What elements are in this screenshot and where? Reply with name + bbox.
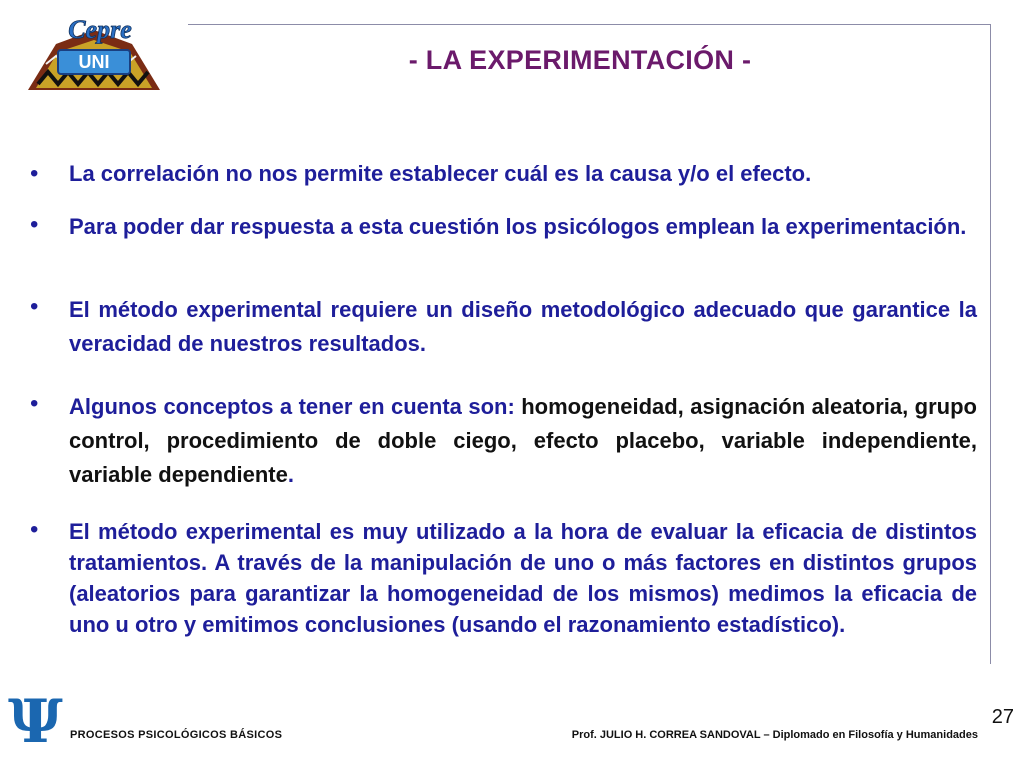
bullet-dot: •	[30, 516, 39, 543]
bullet-dot: •	[30, 211, 39, 238]
frame-top-rule	[188, 24, 990, 25]
bullet-text: Para poder dar respuesta a esta cuestión los psicólogos emplean la experimentación.	[69, 214, 967, 239]
frame-right-rule	[990, 24, 991, 664]
bullet-text	[69, 390, 977, 492]
footer-course: PROCESOS PSICOLÓGICOS BÁSICOS	[70, 729, 283, 741]
bullet-text: El método experimental es muy utilizado a la hora de evaluar la eficacia de distintos tratamientos. A través de la manipulación de uno o más factores en distintos grupos (aleatorios para garantizar la homogeneidad de los mismos) medimos la eficacia de uno u otro y emitimos conclusiones (usando el razonamiento estadístico).	[69, 519, 977, 637]
slide-title: - LA EXPERIMENTACIÓN -	[408, 45, 752, 75]
bullet-dot: •	[30, 390, 39, 417]
svg-text:Cepre: Cepre	[68, 15, 132, 44]
page-number: 27	[991, 706, 1014, 728]
bullet-lead: Algunos conceptos a tener en cuenta son:	[69, 394, 522, 419]
bullet-text: El método experimental requiere un diseño metodológico adecuado que garantice la veracidad de nuestros resultados.	[69, 297, 977, 356]
svg-text:UNI: UNI	[78, 52, 110, 72]
bullet-dot: •	[30, 293, 39, 320]
cepre-uni-logo	[28, 10, 160, 94]
bullet-tail: .	[287, 462, 294, 487]
bullet-terms: homogeneidad, asignación aleatoria, grupo control, procedimiento de doble ciego, efecto placebo, variable independiente, variable dependiente	[69, 394, 977, 487]
psi-icon: Ψ	[8, 687, 63, 757]
bullet-dot: •	[30, 160, 39, 187]
bullet-text: La correlación no nos permite establecer cuál es la causa y/o el efecto.	[69, 161, 812, 186]
footer-author: Prof. JULIO H. CORREA SANDOVAL – Diplomado en Filosofía y Humanidades	[571, 729, 978, 741]
